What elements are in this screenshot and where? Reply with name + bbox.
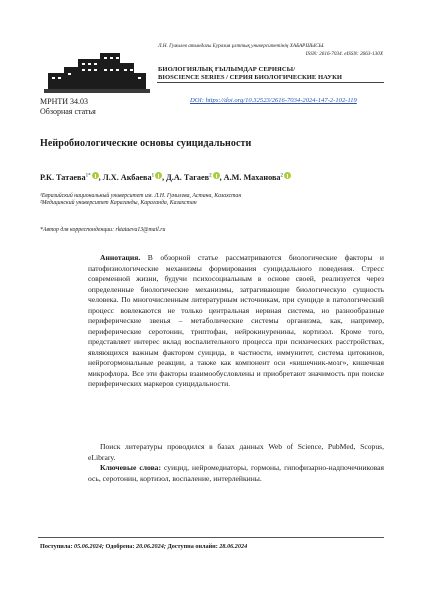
doi-link[interactable]: DOI: https://doi.org/10.32523/2616-7034-2024-147-2-102-119 (190, 97, 357, 104)
online-date: 28.06.2024 (217, 543, 248, 550)
online-label: Доступна онлайн: (167, 543, 218, 550)
author-name: А.М. Маханова (223, 173, 281, 182)
orcid-icon[interactable] (92, 172, 99, 179)
received-label: Поступила: (40, 543, 73, 550)
abstract-label: Аннотация. (100, 253, 141, 262)
keywords-text: суицид, нейромедиаторы, гормоны, гипофизарно-надпочечниковая ось, серотонин, кортизол, воспаление, интерлейкины. (88, 463, 385, 483)
dates-line (40, 543, 247, 550)
author-name: Р.К. Татаева (40, 173, 86, 182)
article-type: Обзорная статья (40, 107, 96, 116)
author-sup: 2 (209, 173, 212, 179)
series-en-ru: BIOSCIENCE SERIES / СЕРИЯ БИОЛОГИЧЕСКИЕ НАУКИ (158, 74, 343, 81)
orcid-icon[interactable] (213, 172, 220, 179)
received-date: 05.06.2024; (72, 543, 106, 550)
abstract-text: В обзорной статье рассматриваются биологические факторы и патофизиологические механизмы формирования суицидального поведения. Стресс современной жизни, будучи психосоциальным в основе своей, реализуется через определенные биологические механизмы, затрагивающие биологическую сущность человека. По многочисленным литературным источникам, при суициде в патологический процесс вовлекаются не только центральная нервная система, но разнообразные периферические звенья – метаболические системы организма, как, например, периферические серотонин, триптофан, нейрокинуренины, кортизол. Кроме того, представляет интерес вклад воспалительного процесса при психических расстройствах, являющихся важным фактором суицида, в частности, иммунитет, система цитокинов, нейрогормональные реакции, а также как компонент оси «кишечник-мозг», кишечная микрофлора. Все эти факторы взаимообусловлены и приобретают значимость при поиске периферических маркеров суицидальности. (88, 253, 384, 388)
publisher-line: Л.Н. Гумилев атындағы Еуразия ұлттық университетінің ХАБАРШЫСЫ. (158, 43, 325, 49)
issn-line: ISSN: 2616-7034. eISSN: 2663-130X (305, 51, 383, 57)
author-name: Д.А. Тагаев (166, 173, 210, 182)
orcid-icon[interactable] (155, 172, 162, 179)
footer-divider (38, 537, 384, 538)
series-kz: БИОЛОГИЯЛЫҚ ҒЫЛЫМДАР СЕРИЯСЫ/ (158, 66, 296, 73)
article-title: Нейробиологические основы суицидальности (40, 138, 252, 149)
keywords-label: Ключевые слова: (100, 463, 162, 472)
affiliation: ¹Евразийский национальный университет им. Л.Н. Гумилева, Астана, Казахстан (40, 193, 242, 199)
abstract (88, 253, 384, 390)
author-list: Р.К. Татаева$^{1*}$ , Л.Х. Акбаева$^1$ , Д.А. Тагаев$^2$ , А.М. Маханова$^2$ (40, 172, 291, 182)
search-note: Поиск литературы проводился в базах данных Web of Science, PubMed, Scopus, eLibrary. (88, 442, 384, 462)
approved-date: 20.06.2024; (134, 543, 168, 550)
author-sup: 1* (85, 173, 91, 179)
keywords (88, 463, 384, 484)
corresponding-author: *Автор для корреспонденции: rktataeva13@mail.ru (40, 227, 166, 233)
author-sup: 2 (280, 173, 283, 179)
author-sup: 1 (151, 173, 155, 179)
author-name: Л.Х. Акбаева (102, 173, 152, 182)
approved-label: Одобрена: (105, 543, 135, 550)
affiliation: ²Медицинский университет Караганды, Караганда, Казахстан (40, 200, 197, 206)
orcid-icon[interactable] (284, 172, 291, 179)
header-divider (157, 82, 384, 83)
classification-code: МРНТИ 34.03 (40, 97, 89, 106)
university-logo (44, 43, 150, 93)
